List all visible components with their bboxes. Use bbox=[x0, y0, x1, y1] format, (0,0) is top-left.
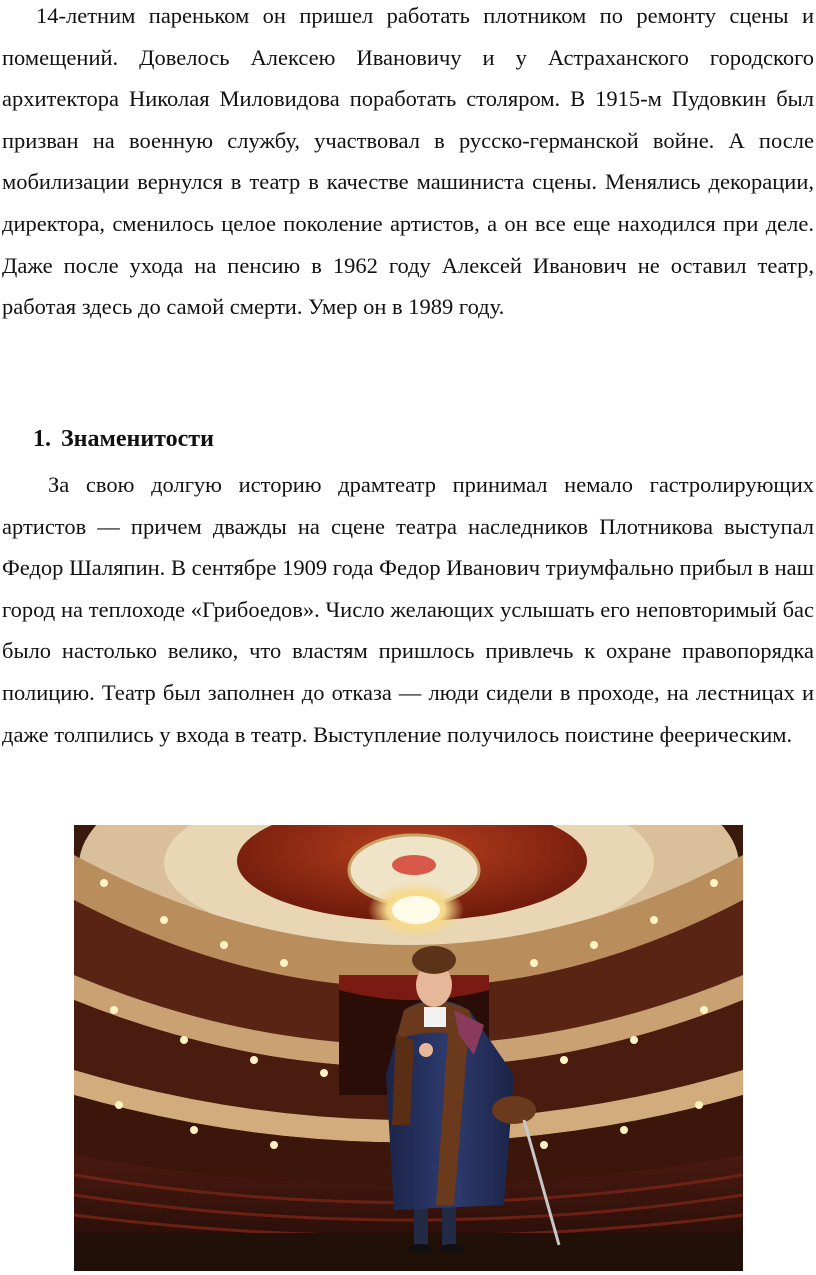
section-number: 1. bbox=[33, 426, 51, 452]
paragraph-celebrities: За свою долгую историю драмтеатр принимал немало гастролирующих артистов — причем дважды на сцене театра наследников Плотникова выступал Федор Шаляпин. В сентябре 1909 года Федор Иванович триумфально прибыл в наш город на теплоходе «Грибоедов». Число желающих услышать его неповторимый бас было настолько велико, что властям пришлось привлечь к охране правопорядка полицию. Театр был заполнен до отказа — люди сидели в проходе, на лестницах и даже толпились у входа в театр. Выступление получилось поистине феерическим. bbox=[2, 472, 814, 747]
paragraph-biography: 14-летним пареньком он пришел работать плотником по ремонту сцены и помещений. Довелось Алексею Ивановичу и у Астраханского городского архитектора Николая Миловидова поработать столяром. В 1915-м Пудовкин был призван на военную службу, участвовал в русско-германской войне. А после мобилизации вернулся в театр в качестве машиниста сцены. Менялись декорации, директора, сменилось целое поколение артистов, а он все еще находился при деле. Даже после ухода на пенсию в 1962 году Алексей Иванович не оставил театр, работая здесь до самой смерти. Умер он в 1989 году. bbox=[2, 3, 814, 320]
section-title: Знаменитости bbox=[61, 426, 214, 452]
section-heading bbox=[33, 419, 214, 459]
theatre-interior-photo bbox=[74, 825, 743, 1271]
